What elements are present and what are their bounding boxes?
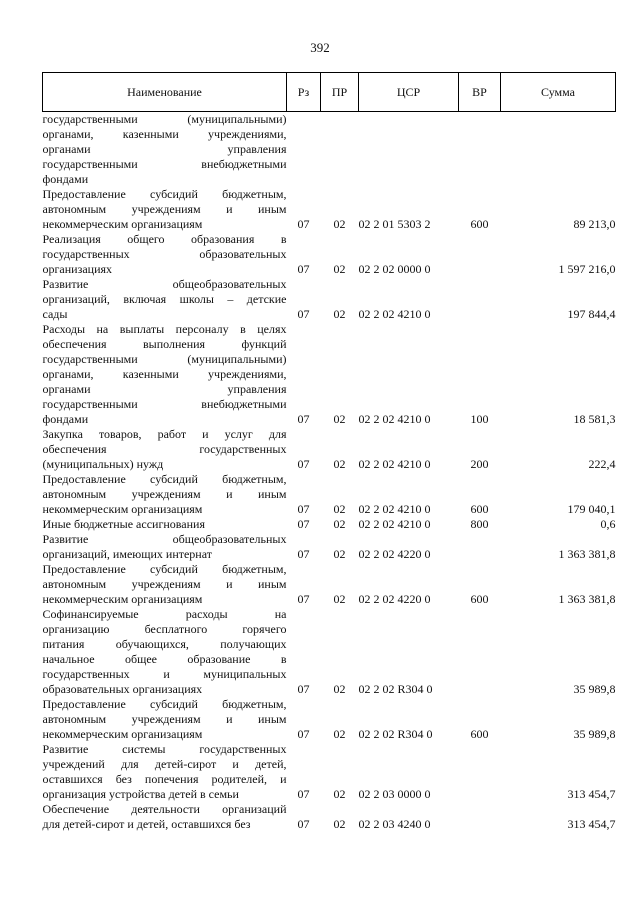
table-row (43, 742, 616, 802)
row-name-line: образовательных организациях (42, 682, 203, 696)
row-sum (501, 112, 616, 188)
row-name-line: Развитие системы государственных (42, 742, 287, 756)
table-row (43, 472, 616, 517)
row-pr: 02 (333, 262, 346, 276)
row-csr: 02 2 02 R304 0 (358, 727, 433, 741)
row-name-line: государственными (муниципальными) (42, 352, 287, 366)
row-vr: 600 (470, 502, 489, 516)
row-vr: 600 (470, 592, 489, 606)
table-row (43, 112, 616, 188)
row-name-line: Развитие общеобразовательных (42, 532, 287, 546)
row-vr: 600 (470, 727, 489, 741)
row-csr: 02 2 01 5303 2 (358, 217, 431, 231)
row-csr: 02 2 02 0000 0 (358, 262, 431, 276)
row-name-line: учреждений для детей-сирот и детей, (42, 757, 287, 771)
row-name-line: оставшихся без попечения родителей, и (42, 772, 287, 786)
row-rz: 07 (297, 682, 310, 696)
row-sum: 1 597 216,0 (558, 262, 616, 276)
page-number: 392 (310, 40, 330, 55)
table-header-row (43, 73, 616, 112)
row-name-line: некоммерческим организациям (42, 502, 203, 516)
row-name (43, 532, 287, 562)
row-name-line: Предоставление субсидий бюджетным, (42, 697, 287, 711)
header-sum: Сумма (501, 73, 616, 112)
row-vr (459, 742, 501, 802)
row-name-line: организаций, имеющих интернат (42, 547, 212, 561)
table-row (43, 322, 616, 427)
row-pr: 02 (333, 787, 346, 801)
row-sum: 313 454,7 (567, 817, 616, 831)
row-name-line: Расходы на выплаты персоналу в целях (42, 322, 287, 336)
row-name (43, 697, 287, 742)
row-rz: 07 (297, 457, 310, 471)
row-name-line: государственных образовательных (42, 247, 287, 261)
row-pr: 02 (333, 502, 346, 516)
row-name-line: Предоставление субсидий бюджетным, (42, 562, 287, 576)
row-name-line: сады (42, 307, 68, 321)
row-rz: 07 (297, 517, 310, 531)
row-csr: 02 2 02 4210 0 (358, 307, 431, 321)
row-rz: 07 (297, 217, 310, 231)
row-name (43, 112, 287, 188)
row-rz: 07 (297, 502, 310, 516)
row-name-line: государственных и муниципальных (42, 667, 287, 681)
row-name-line: автономным учреждениям и иным (42, 712, 287, 726)
row-name-line: начальное общее образование в (42, 652, 287, 666)
row-pr: 02 (333, 682, 346, 696)
row-name-line: государственными внебюджетными (42, 397, 287, 411)
row-rz (287, 112, 321, 188)
header-name: Наименование (43, 73, 287, 112)
row-pr: 02 (333, 547, 346, 561)
row-vr: 800 (470, 517, 489, 531)
row-sum: 1 363 381,8 (558, 547, 616, 561)
row-name-line: Закупка товаров, работ и услуг для (42, 427, 287, 441)
header-vr: ВР (459, 73, 501, 112)
row-name-line: Предоставление субсидий бюджетным, (42, 472, 287, 486)
row-name-line: органами управления (42, 142, 287, 156)
row-csr: 02 2 02 R304 0 (358, 682, 433, 696)
row-csr: 02 2 02 4210 0 (358, 412, 431, 426)
row-vr (459, 277, 501, 322)
row-name-line: Иные бюджетные ассигнования (42, 517, 205, 531)
table-row (43, 607, 616, 697)
row-pr: 02 (333, 457, 346, 471)
row-name-line: фондами (42, 172, 89, 186)
row-name-line: обеспечения государственных (42, 442, 287, 456)
row-sum: 179 040,1 (567, 502, 616, 516)
row-sum: 18 581,3 (573, 412, 616, 426)
row-name-line: Развитие общеобразовательных (42, 277, 287, 291)
table-row (43, 187, 616, 232)
header-csr: ЦСР (359, 73, 459, 112)
row-name-line: некоммерческим организациям (42, 217, 203, 231)
row-name (43, 607, 287, 697)
table-body (43, 112, 616, 833)
budget-table (42, 72, 616, 832)
row-pr: 02 (333, 592, 346, 606)
row-sum: 35 989,8 (573, 682, 616, 696)
row-csr: 02 2 02 4220 0 (358, 547, 431, 561)
table-row (43, 532, 616, 562)
row-vr: 200 (470, 457, 489, 471)
row-csr: 02 2 03 0000 0 (358, 787, 431, 801)
row-pr: 02 (333, 727, 346, 741)
row-sum: 1 363 381,8 (558, 592, 616, 606)
row-name-line: некоммерческим организациям (42, 592, 203, 606)
table-row (43, 232, 616, 277)
header-pr: ПР (321, 73, 359, 112)
row-csr (359, 112, 459, 188)
row-name-line: организаций, включая школы – детские (42, 292, 287, 306)
row-pr: 02 (333, 817, 346, 831)
row-pr: 02 (333, 307, 346, 321)
row-name-line: организацию бесплатного горячего (42, 622, 287, 636)
row-name (43, 232, 287, 277)
row-name-line: для детей-сирот и детей, оставшихся без (42, 817, 251, 831)
row-name-line: органами, казенными учреждениями, (42, 367, 287, 381)
row-name (43, 517, 287, 532)
row-vr (459, 532, 501, 562)
row-rz: 07 (297, 727, 310, 741)
row-vr (459, 607, 501, 697)
row-pr: 02 (333, 412, 346, 426)
row-csr: 02 2 02 4210 0 (358, 502, 431, 516)
row-rz: 07 (297, 787, 310, 801)
row-name-line: Обеспечение деятельности организаций (42, 802, 287, 816)
row-rz: 07 (297, 307, 310, 321)
row-vr (459, 232, 501, 277)
row-name (43, 322, 287, 427)
row-name-line: организация устройства детей в семьи (42, 787, 239, 801)
row-name (43, 427, 287, 472)
row-name-line: государственными внебюджетными (42, 157, 287, 171)
row-pr: 02 (333, 217, 346, 231)
row-csr: 02 2 02 4210 0 (358, 517, 431, 531)
row-name-line: обеспечения выполнения функций (42, 337, 287, 351)
table-row (43, 427, 616, 472)
row-pr: 02 (333, 517, 346, 531)
row-sum: 197 844,4 (567, 307, 616, 321)
row-name (43, 802, 287, 832)
table-row (43, 277, 616, 322)
row-csr: 02 2 03 4240 0 (358, 817, 431, 831)
table-row (43, 562, 616, 607)
row-vr (459, 802, 501, 832)
row-sum: 35 989,8 (573, 727, 616, 741)
row-name (43, 562, 287, 607)
row-rz: 07 (297, 592, 310, 606)
row-name-line: (муниципальных) нужд (42, 457, 164, 471)
row-name-line: Софинансируемые расходы на (42, 607, 287, 621)
row-rz: 07 (297, 412, 310, 426)
row-name-line: автономным учреждениям и иным (42, 577, 287, 591)
row-rz: 07 (297, 547, 310, 561)
row-name-line: организациях (42, 262, 113, 276)
row-sum: 89 213,0 (573, 217, 616, 231)
row-sum: 222,4 (588, 457, 616, 471)
table-row (43, 697, 616, 742)
row-csr: 02 2 02 4210 0 (358, 457, 431, 471)
row-rz: 07 (297, 817, 310, 831)
row-name-line: некоммерческим организациям (42, 727, 203, 741)
row-sum: 0,6 (600, 517, 616, 531)
row-name-line: питания обучающихся, получающих (42, 637, 287, 651)
row-name-line: Реализация общего образования в (42, 232, 287, 246)
row-name-line: автономным учреждениям и иным (42, 487, 287, 501)
row-name (43, 472, 287, 517)
row-name-line: Предоставление субсидий бюджетным, (42, 187, 287, 201)
row-vr (459, 112, 501, 188)
table-row (43, 517, 616, 532)
row-name (43, 187, 287, 232)
row-pr (321, 112, 359, 188)
table-row (43, 802, 616, 832)
row-sum: 313 454,7 (567, 787, 616, 801)
row-name (43, 742, 287, 802)
row-vr: 600 (470, 217, 489, 231)
header-rz: Рз (287, 73, 321, 112)
row-name-line: органами, казенными учреждениями, (42, 127, 287, 141)
row-name-line: органами управления (42, 382, 287, 396)
row-name (43, 277, 287, 322)
row-rz: 07 (297, 262, 310, 276)
row-csr: 02 2 02 4220 0 (358, 592, 431, 606)
row-vr: 100 (470, 412, 489, 426)
row-name-line: фондами (42, 412, 89, 426)
row-name-line: государственными (муниципальными) (42, 112, 287, 126)
row-name-line: автономным учреждениям и иным (42, 202, 287, 216)
